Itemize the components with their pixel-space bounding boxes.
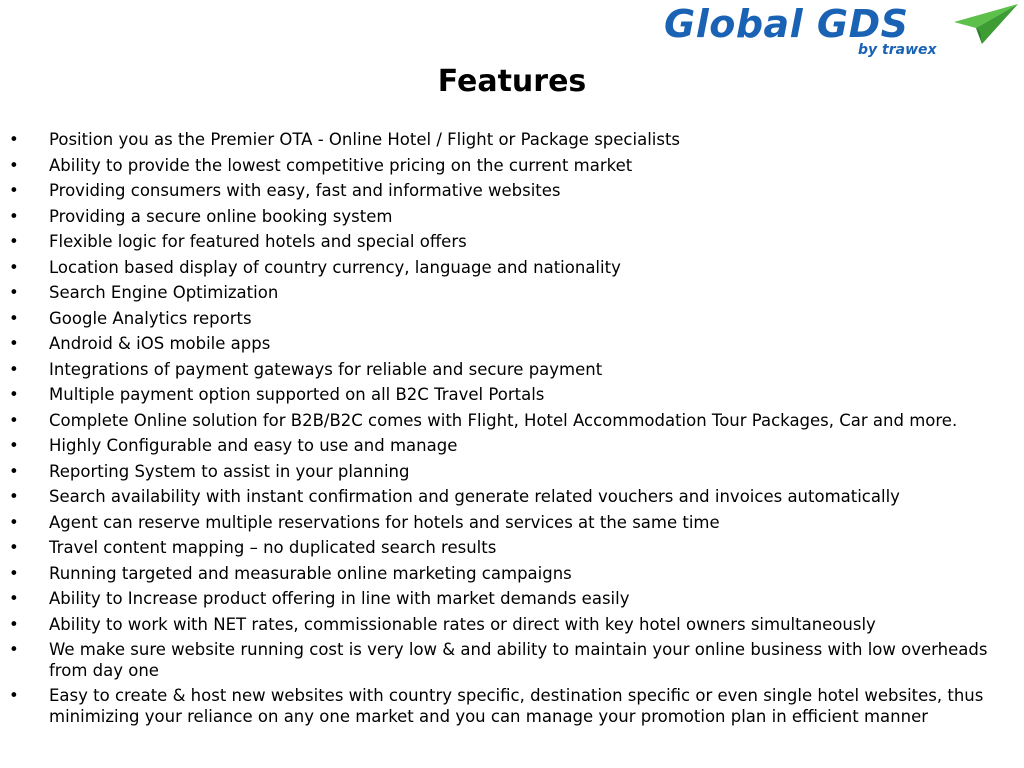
feature-item-text: Ability to work with NET rates, commissionable rates or direct with key hotel owners simultaneously [49,614,876,634]
feature-item-text: Providing a secure online booking system [49,206,393,226]
feature-item-text: Android & iOS mobile apps [49,334,271,353]
feature-item-text: Travel content mapping – no duplicated search results [49,538,497,557]
feature-item [0,283,1024,304]
bullet-marker: • [9,487,19,506]
feature-item [0,436,1024,457]
feature-item-text: Providing consumers with easy, fast and informative websites [49,181,561,200]
feature-item-text: Reporting System to assist in your planning [49,461,410,481]
feature-item-text: Multiple payment option supported on all B2C Travel Portals [49,385,545,404]
bullet-marker: • [9,589,19,608]
bullet-marker: • [9,257,19,277]
feature-item [0,258,1024,279]
feature-item [0,538,1024,559]
bullet-marker: • [9,686,19,705]
feature-item [0,130,1024,151]
feature-item [0,686,1024,727]
feature-item [0,513,1024,534]
feature-item [0,564,1024,585]
feature-item-text: Agent can reserve multiple reservations for hotels and services at the same time [49,512,720,532]
feature-item-text: Ability to Increase product offering in line with market demands easily [49,589,630,608]
feature-item-text: Flexible logic for featured hotels and special offers [49,232,467,251]
feature-item [0,589,1024,610]
global-gds-logo [660,2,1022,62]
bullet-marker: • [9,308,19,328]
bullet-marker: • [9,181,19,200]
feature-item-text: Ability to provide the lowest competitive pricing on the current market [49,155,633,175]
feature-item-text: Google Analytics reports [49,308,252,328]
feature-item-text: Position you as the Premier OTA - Online Hotel / Flight or Package specialists [49,130,681,149]
bullet-marker: • [9,334,19,353]
bullet-marker: • [9,385,19,404]
bullet-marker: • [9,283,19,302]
bullet-marker: • [9,155,19,175]
feature-item [0,411,1024,432]
feature-item-text: Search availability with instant confirmation and generate related vouchers and invoices automatically [49,487,900,506]
feature-item-text: We make sure website running cost is very low & and ability to maintain your online business with low overheads from day one [49,640,988,680]
feature-item-text: Integrations of payment gateways for reliable and secure payment [49,359,603,379]
feature-item [0,232,1024,253]
feature-item [0,207,1024,228]
feature-item-text: Location based display of country currency, language and nationality [49,257,621,277]
feature-item-text: Easy to create & host new websites with country specific, destination specific or even single hotel websites, thus minimizing your reliance on any one market and you can manage your promotion plan in efficient manner [49,686,984,726]
feature-item [0,309,1024,330]
bullet-marker: • [9,538,19,557]
feature-item [0,385,1024,406]
feature-item [0,360,1024,381]
paper-plane-icon [952,2,1020,46]
feature-item-text: Search Engine Optimization [49,283,279,302]
feature-item [0,334,1024,355]
bullet-marker: • [9,130,19,149]
bullet-marker: • [9,206,19,226]
feature-item-text: Running targeted and measurable online marketing campaigns [49,563,572,583]
bullet-marker: • [9,436,19,455]
feature-item [0,640,1024,681]
logo-sub-text: by trawex [858,42,937,58]
feature-item-text: Complete Online solution for B2B/B2C comes with Flight, Hotel Accommodation Tour Packages, Car and more. [49,410,958,430]
bullet-marker: • [9,512,19,532]
bullet-marker: • [9,563,19,583]
feature-item [0,615,1024,636]
bullet-marker: • [9,232,19,251]
bullet-marker: • [9,614,19,634]
feature-list [0,130,1024,732]
bullet-marker: • [9,461,19,481]
feature-item [0,462,1024,483]
feature-item [0,181,1024,202]
feature-item [0,487,1024,508]
bullet-marker: • [9,640,19,659]
bullet-marker: • [9,410,19,430]
page-title: Features [437,64,587,99]
feature-item [0,156,1024,177]
logo-brand-text: Global GDS [664,2,909,46]
feature-item-text: Highly Configurable and easy to use and manage [49,436,458,455]
bullet-marker: • [9,359,19,379]
